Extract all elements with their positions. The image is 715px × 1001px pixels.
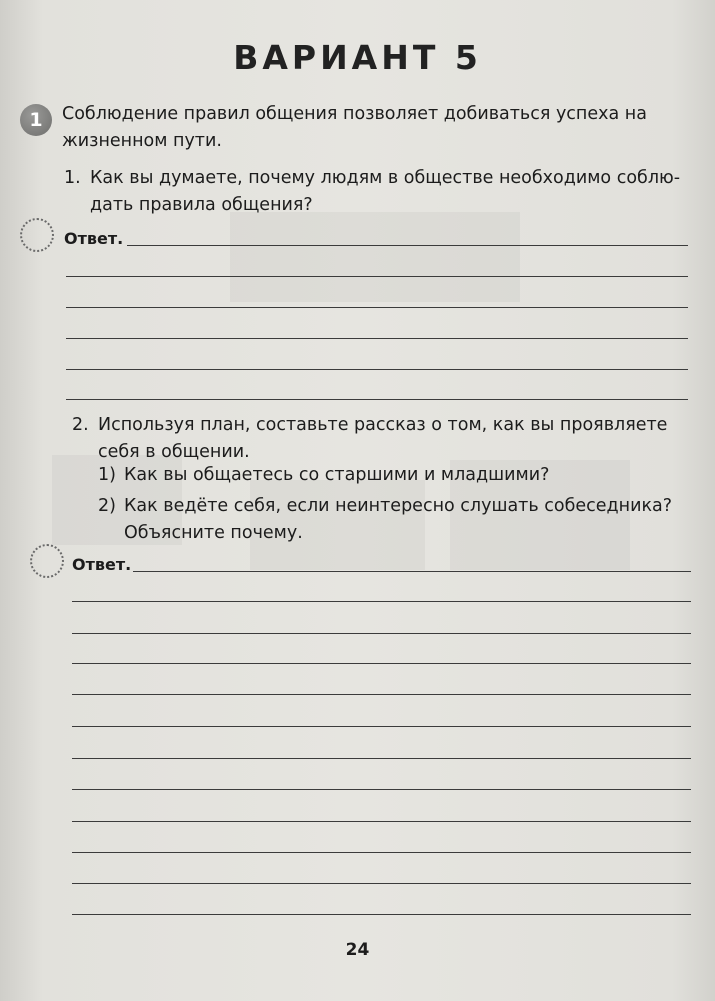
answer-line[interactable] bbox=[72, 663, 691, 664]
answer-line[interactable] bbox=[72, 726, 691, 727]
answer-line[interactable] bbox=[66, 307, 688, 308]
answer-line[interactable] bbox=[66, 276, 688, 277]
plan-item-2-text-line-2: Объясните почему. bbox=[124, 523, 303, 543]
answer-line[interactable] bbox=[72, 601, 691, 602]
plan-item-2 bbox=[98, 493, 693, 547]
answer-line[interactable] bbox=[133, 571, 691, 572]
task-statement: Соблюдение правил общения позволяет добиваться успеха на жизненном пути. bbox=[62, 104, 647, 151]
answer-line[interactable] bbox=[72, 633, 691, 634]
answer-line[interactable] bbox=[72, 852, 691, 853]
question-1-text-line-2: дать правила общения? bbox=[90, 195, 313, 215]
question-1-text-line-1: Как вы думаете, почему людям в обществе необходимо соблю- bbox=[90, 168, 681, 188]
answer-line[interactable] bbox=[72, 883, 691, 884]
self-check-circle-2[interactable] bbox=[30, 544, 64, 578]
show-through-image bbox=[230, 212, 520, 302]
plan-item-1-text: Как вы общаетесь со старшими и младшими? bbox=[124, 465, 550, 485]
answer-line[interactable] bbox=[127, 245, 688, 246]
question-1-number: 1. bbox=[64, 168, 81, 188]
plan-item-1-number: 1) bbox=[98, 465, 116, 485]
question-2-number: 2. bbox=[72, 415, 89, 435]
answer-line[interactable] bbox=[66, 399, 688, 400]
plan-item-1 bbox=[98, 462, 693, 489]
answer-label-1: Ответ. bbox=[64, 229, 124, 248]
answer-line[interactable] bbox=[72, 821, 691, 822]
answer-line[interactable] bbox=[66, 369, 688, 370]
question-1 bbox=[64, 165, 692, 219]
answer-line[interactable] bbox=[66, 338, 688, 339]
self-check-circle-1[interactable] bbox=[20, 218, 54, 252]
answer-line[interactable] bbox=[72, 694, 691, 695]
answer-line[interactable] bbox=[72, 758, 691, 759]
answer-line[interactable] bbox=[72, 789, 691, 790]
question-2 bbox=[72, 412, 692, 466]
page-number: 24 bbox=[345, 940, 370, 960]
answer-label-2: Ответ. bbox=[72, 555, 132, 574]
question-2-text-line-2: себя в общении. bbox=[98, 442, 250, 462]
plan-item-2-text-line-1: Как ведёте себя, если неинтересно слушать собеседника? bbox=[124, 496, 673, 516]
task-number-badge: 1 bbox=[20, 104, 52, 136]
page-title: ВАРИАНТ 5 bbox=[233, 38, 482, 77]
question-2-text-line-1: Используя план, составьте рассказ о том, как вы проявляете bbox=[98, 415, 668, 435]
answer-line[interactable] bbox=[72, 914, 691, 915]
plan-item-2-number: 2) bbox=[98, 496, 116, 516]
